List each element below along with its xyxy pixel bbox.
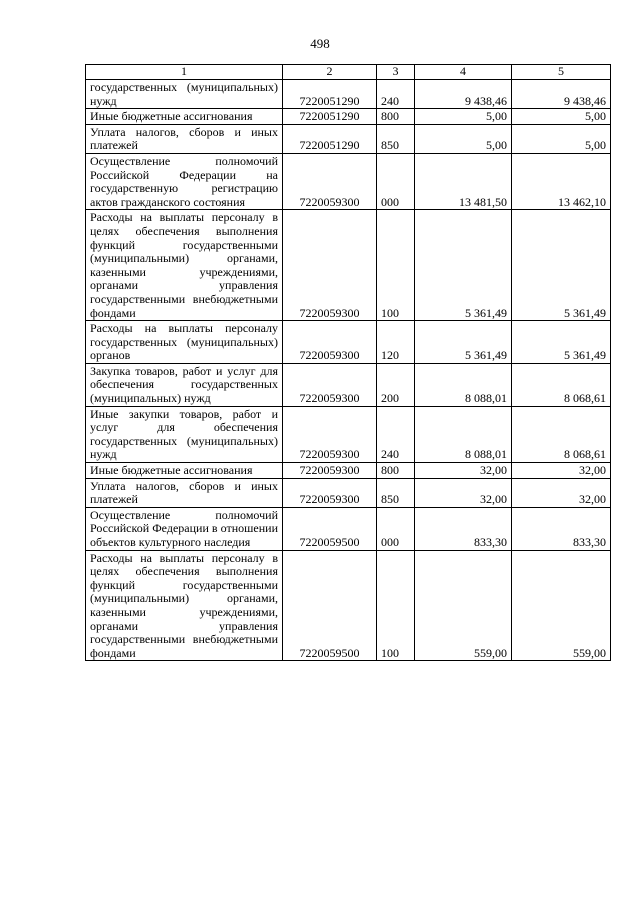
expense-kind-cell: 120	[377, 321, 415, 364]
table-row	[86, 124, 611, 153]
expense-name-cell: Уплата налогов, сборов и иных платежей	[86, 124, 283, 153]
target-code-cell: 7220051290	[283, 124, 377, 153]
expense-name-cell: государственных (муниципальных) нужд	[86, 80, 283, 109]
expense-name-cell: Осуществление полномочий Российской Федерации в отношении объектов культурного наследия	[86, 507, 283, 550]
expense-kind-cell: 850	[377, 124, 415, 153]
target-code-cell: 7220059500	[283, 507, 377, 550]
expense-name-cell: Иные закупки товаров, работ и услуг для обеспечения государственных (муниципальных) нужд	[86, 406, 283, 462]
table-row	[86, 550, 611, 661]
amount-col4-cell: 9 438,46	[415, 80, 512, 109]
table-header-row	[86, 65, 611, 80]
column-header: 4	[415, 65, 512, 80]
column-header: 1	[86, 65, 283, 80]
expense-kind-cell: 000	[377, 507, 415, 550]
column-header: 3	[377, 65, 415, 80]
expense-kind-cell: 240	[377, 80, 415, 109]
table-row	[86, 463, 611, 479]
table-row	[86, 210, 611, 321]
amount-col5-cell: 5 361,49	[512, 321, 611, 364]
amount-col4-cell: 833,30	[415, 507, 512, 550]
amount-col5-cell: 5,00	[512, 109, 611, 125]
amount-col5-cell: 32,00	[512, 478, 611, 507]
table-row	[86, 153, 611, 209]
expense-kind-cell: 100	[377, 550, 415, 661]
expense-name-cell: Закупка товаров, работ и услуг для обеспечения государственных (муниципальных) нужд	[86, 363, 283, 406]
expense-name-cell: Расходы на выплаты персоналу в целях обеспечения выполнения функций государственными (муниципальными) органами, казенными учреждениями, органами управления государственными внебюджетными фондами	[86, 210, 283, 321]
table-row	[86, 321, 611, 364]
amount-col4-cell: 5,00	[415, 124, 512, 153]
expense-name-cell: Иные бюджетные ассигнования	[86, 463, 283, 479]
amount-col4-cell: 559,00	[415, 550, 512, 661]
page-number: 498	[310, 36, 330, 51]
expense-name-cell: Иные бюджетные ассигнования	[86, 109, 283, 125]
amount-col5-cell: 9 438,46	[512, 80, 611, 109]
amount-col5-cell: 32,00	[512, 463, 611, 479]
table-row	[86, 109, 611, 125]
amount-col5-cell: 13 462,10	[512, 153, 611, 209]
expense-name-cell: Осуществление полномочий Российской Федерации на государственную регистрацию актов гражданского состояния	[86, 153, 283, 209]
amount-col4-cell: 32,00	[415, 478, 512, 507]
expense-name-cell: Уплата налогов, сборов и иных платежей	[86, 478, 283, 507]
target-code-cell: 7220059500	[283, 550, 377, 661]
amount-col5-cell: 833,30	[512, 507, 611, 550]
target-code-cell: 7220059300	[283, 210, 377, 321]
expense-kind-cell: 200	[377, 363, 415, 406]
amount-col4-cell: 13 481,50	[415, 153, 512, 209]
amount-col5-cell: 8 068,61	[512, 363, 611, 406]
expense-kind-cell: 000	[377, 153, 415, 209]
target-code-cell: 7220059300	[283, 478, 377, 507]
target-code-cell: 7220059300	[283, 153, 377, 209]
table-row	[86, 363, 611, 406]
budget-table	[85, 64, 611, 661]
column-header: 5	[512, 65, 611, 80]
amount-col5-cell: 5,00	[512, 124, 611, 153]
expense-kind-cell: 850	[377, 478, 415, 507]
expense-kind-cell: 100	[377, 210, 415, 321]
target-code-cell: 7220051290	[283, 109, 377, 125]
column-header: 2	[283, 65, 377, 80]
target-code-cell: 7220059300	[283, 321, 377, 364]
target-code-cell: 7220059300	[283, 463, 377, 479]
expense-name-cell: Расходы на выплаты персоналу в целях обеспечения выполнения функций государственными (муниципальными) органами, казенными учреждениями, органами управления государственными внебюджетными фондами	[86, 550, 283, 661]
expense-kind-cell: 800	[377, 109, 415, 125]
amount-col4-cell: 8 088,01	[415, 406, 512, 462]
expense-kind-cell: 800	[377, 463, 415, 479]
amount-col5-cell: 5 361,49	[512, 210, 611, 321]
table-row	[86, 406, 611, 462]
expense-kind-cell: 240	[377, 406, 415, 462]
amount-col4-cell: 8 088,01	[415, 363, 512, 406]
table-row	[86, 478, 611, 507]
amount-col5-cell: 8 068,61	[512, 406, 611, 462]
table-row	[86, 507, 611, 550]
amount-col4-cell: 32,00	[415, 463, 512, 479]
table-row	[86, 80, 611, 109]
amount-col5-cell: 559,00	[512, 550, 611, 661]
amount-col4-cell: 5 361,49	[415, 321, 512, 364]
target-code-cell: 7220059300	[283, 363, 377, 406]
target-code-cell: 7220059300	[283, 406, 377, 462]
target-code-cell: 7220051290	[283, 80, 377, 109]
expense-name-cell: Расходы на выплаты персоналу государственных (муниципальных) органов	[86, 321, 283, 364]
amount-col4-cell: 5 361,49	[415, 210, 512, 321]
amount-col4-cell: 5,00	[415, 109, 512, 125]
